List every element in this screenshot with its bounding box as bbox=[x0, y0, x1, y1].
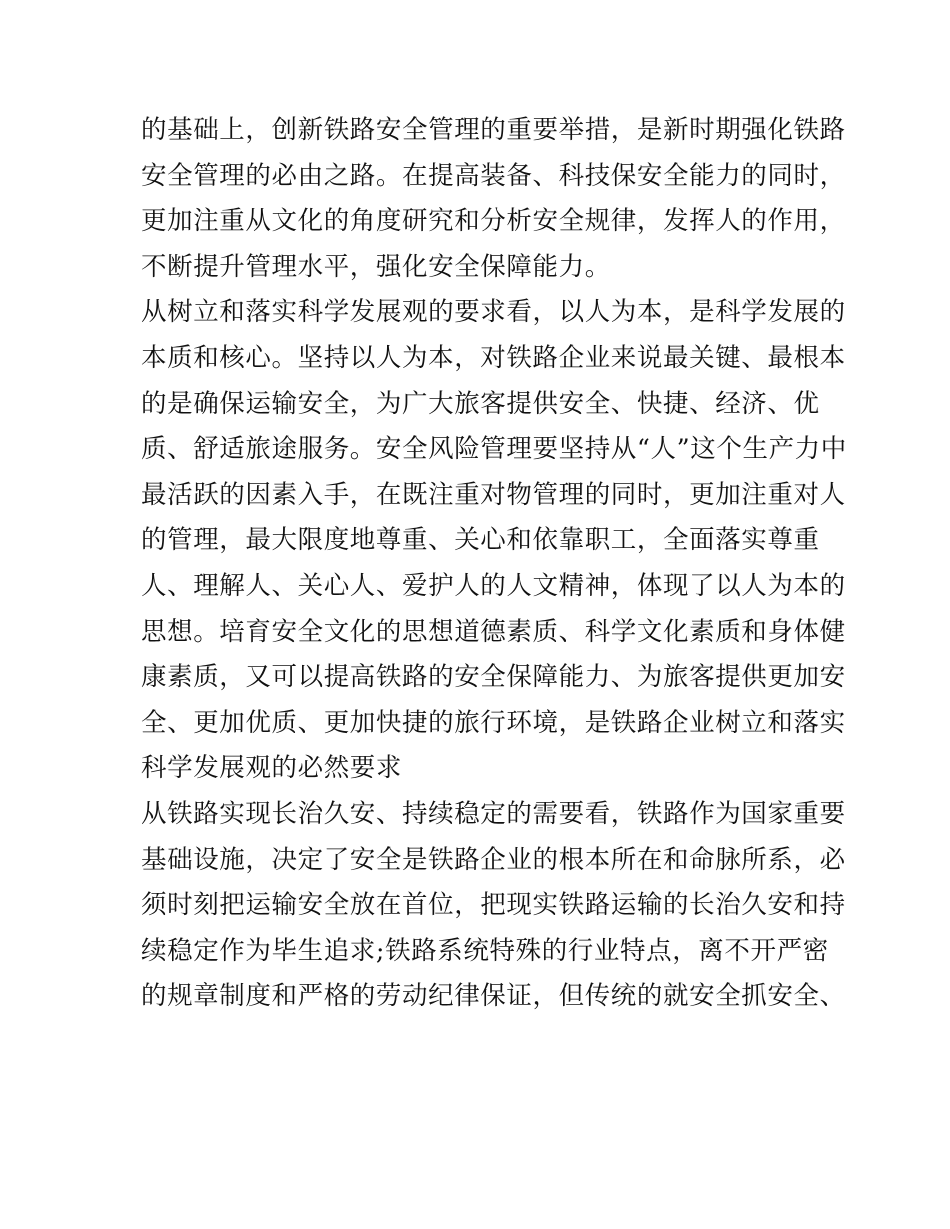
text-line: 从树立和落实科学发展观的要求看，以人为本，是科学发展的 bbox=[141, 297, 846, 328]
text-line: 全、更加优质、更加快捷的旅行环境，是铁路企业树立和落实 bbox=[141, 707, 846, 738]
text-line: 续稳定作为毕生追求;铁路系统特殊的行业特点，离不开严密 bbox=[141, 935, 829, 966]
text-line: 人、理解人、关心人、爱护人的人文精神，体现了以人为本的 bbox=[141, 570, 846, 601]
text-line: 科学发展观的必然要求 bbox=[141, 753, 403, 784]
text-line: 的基础上，创新铁路安全管理的重要举措，是新时期强化铁路 bbox=[141, 115, 846, 145]
text-line: 质、舒适旅途服务。安全风险管理要坚持从“人”这个生产力中 bbox=[141, 434, 847, 465]
text-line: 更加注重从文化的角度研究和分析安全规律，发挥人的作用， bbox=[141, 206, 846, 237]
text-line: 不断提升管理水平，强化安全保障能力。 bbox=[141, 251, 611, 282]
text-line: 的规章制度和严格的劳动纪律保证，但传统的就安全抓安全、 bbox=[141, 981, 846, 1012]
text-line: 从铁路实现长治久安、持续稳定的需要看，铁路作为国家重要 bbox=[141, 798, 846, 829]
text-line: 康素质，又可以提高铁路的安全保障能力、为旅客提供更加安 bbox=[141, 662, 846, 693]
text-line: 安全管理的必由之路。在提高装备、科技保安全能力的同时， bbox=[141, 160, 846, 191]
text-line: 的是确保运输安全，为广大旅客提供安全、快捷、经济、优 bbox=[141, 388, 820, 419]
text-line: 的管理，最大限度地尊重、关心和依靠职工，全面落实尊重 bbox=[141, 525, 820, 556]
text-line: 须时刻把运输安全放在首位，把现实铁路运输的长治久安和持 bbox=[141, 890, 846, 921]
text-line: 基础设施，决定了安全是铁路企业的根本所在和命脉所系，必 bbox=[141, 844, 846, 875]
body-text bbox=[141, 108, 847, 1020]
text-line: 思想。培育安全文化的思想道德素质、科学文化素质和身体健 bbox=[141, 616, 846, 647]
text-line: 本质和核心。坚持以人为本，对铁路企业来说最关键、最根本 bbox=[141, 342, 846, 373]
text-line: 最活跃的因素入手，在既注重对物管理的同时，更加注重对人 bbox=[141, 479, 846, 510]
